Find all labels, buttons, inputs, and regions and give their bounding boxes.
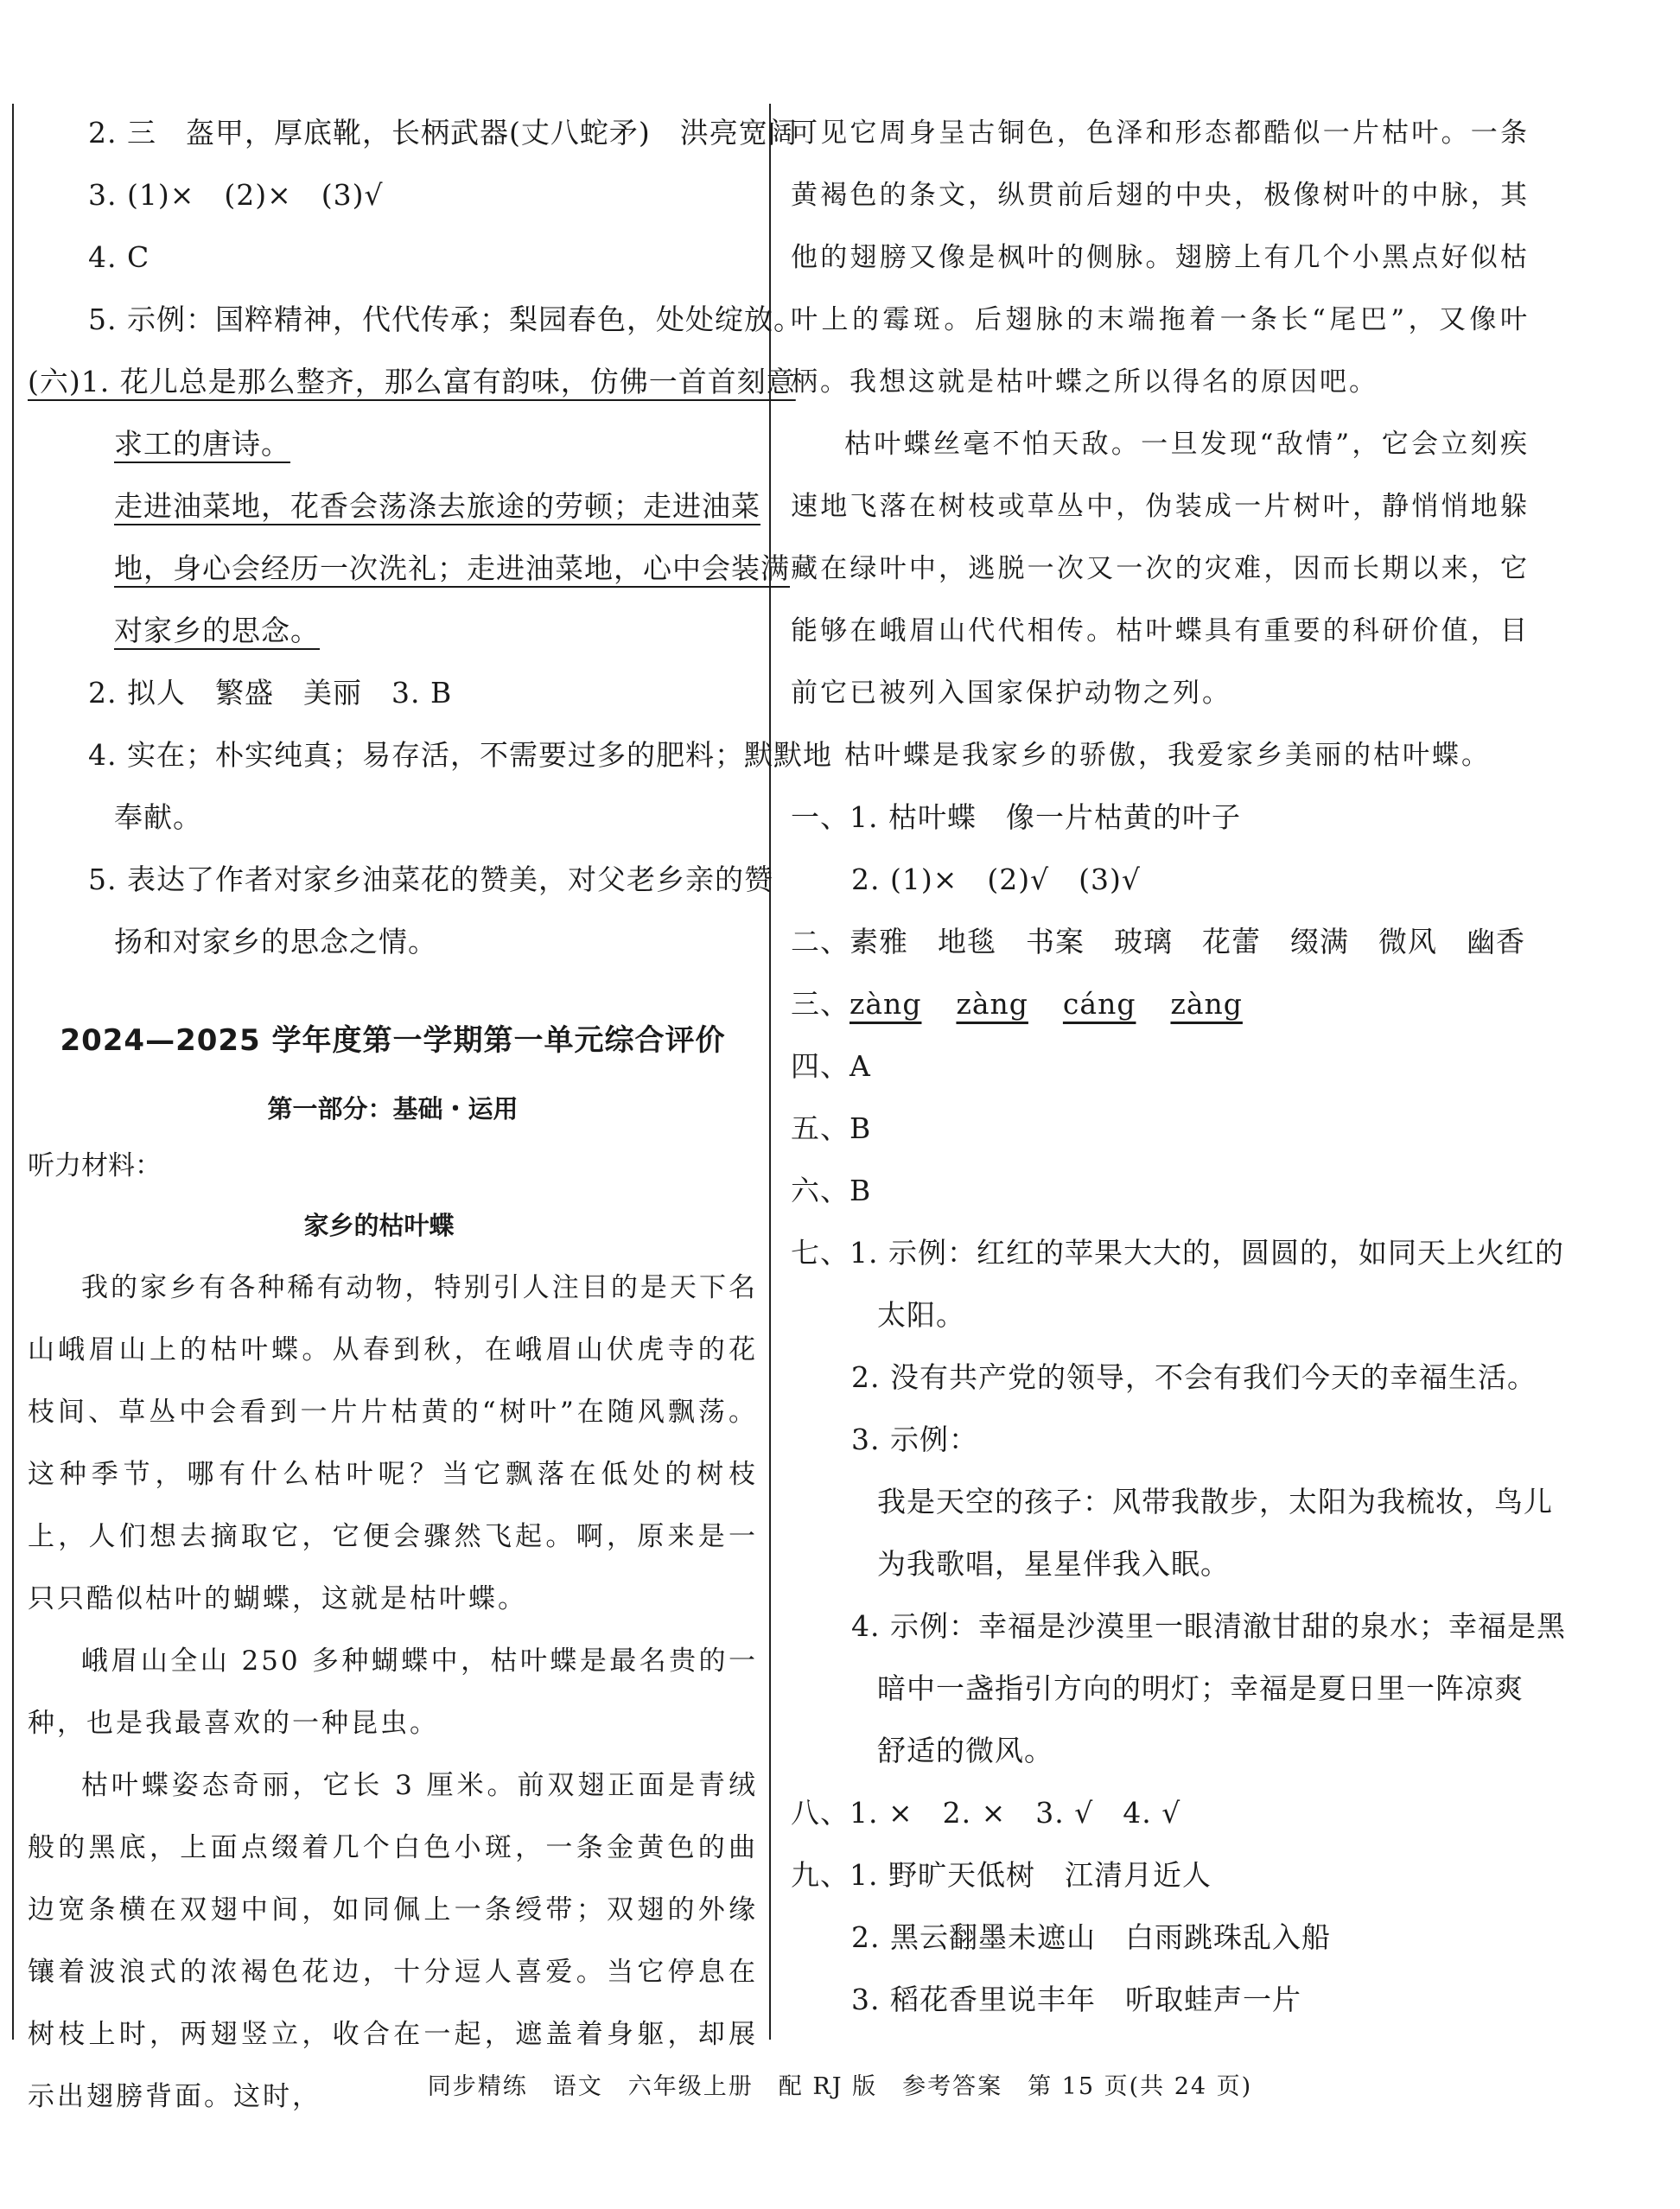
answer-line: 暗中一盏指引方向的明灯；幸福是夏日里一阵凉爽 (877, 1671, 1524, 1705)
answer-line: 4. 实在；朴实纯真；易存活，不需要过多的肥料；默默地 (88, 738, 832, 772)
underlined-answer: 求工的唐诗。 (114, 427, 290, 461)
answer-line: 太阳。 (877, 1298, 965, 1332)
answer-line: 2. (1)× (2)√ (3)√ (851, 863, 1141, 896)
section-title: 2024—2025 学年度第一学期第一单元综合评价 (60, 1023, 726, 1058)
story-paragraph: 我的家乡有各种稀有动物，特别引人注目的是天下名山峨眉山上的枯叶蝶。从春到秋，在峨眉山伏虎寺的花枝间、草丛中会看到一片片枯黄的“树叶”在随风飘荡。这种季节，哪有什么枯叶呢？当它飘落在低处的树枝上，人们想去摘取它，它便会骤然飞起。啊，原来是一只只酷似枯叶的蝴蝶，这就是枯叶蝶。 (28, 1272, 758, 1614)
answer-line (28, 475, 758, 538)
pinyin-answer: zàng (956, 987, 1028, 1021)
left-margin-rule (12, 104, 14, 2040)
answer-line: 3. 稻花香里说丰年 听取蛙声一片 (851, 1983, 1301, 2016)
answer-line: 我是天空的孩子：风带我散步，太阳为我梳妆，鸟儿 (877, 1485, 1553, 1518)
story-paragraph: 可见它周身呈古铜色，色泽和形态都酷似一片枯叶。一条黄褐色的条文，纵贯前后翅的中央，极像树叶的中脉，其他的翅膀又像是枫叶的侧脉。翅膀上有几个小黑点好似枯叶上的霉斑。后翅脉的末端拖着一条长“尾巴”，又像叶柄。我想这就是枯叶蝶之所以得名的原因吧。 (791, 118, 1530, 398)
answer-line: 四、A (791, 1049, 871, 1083)
story-title: 家乡的枯叶蝶 (303, 1211, 455, 1240)
pinyin-answer-line (791, 973, 1530, 1035)
underlined-answer: 走进油菜地，花香会荡涤去旅途的劳顿；走进油菜 (114, 489, 760, 523)
answer-line (28, 413, 758, 475)
pinyin-answer: cáng (1062, 987, 1136, 1021)
answer-line (28, 538, 790, 600)
pinyin-answer: zàng (1170, 987, 1243, 1021)
answer-line: 3. 示例： (851, 1423, 978, 1456)
underlined-answer: 对家乡的思念。 (114, 614, 320, 647)
answer-line: 八、1. × 2. × 3. √ 4. √ (791, 1796, 1181, 1830)
listening-label: 听力材料： (28, 1150, 162, 1181)
part-title: 第一部分：基础・运用 (267, 1094, 519, 1124)
answer-line: 5. 示例：国粹精神，代代传承；梨园春色，处处绽放。 (88, 302, 803, 336)
answer-line: 3. (1)× (2)× (3)√ (88, 178, 384, 212)
answer-line: 4. C (88, 240, 150, 274)
page-footer: 同步精练 语文 六年级上册 配 RJ 版 参考答案 第 15 页(共 24 页) (427, 2073, 1253, 2100)
answer-line: 六、B (791, 1174, 872, 1207)
underlined-answer: 地，身心会经历一次洗礼；走进油菜地，心中会装满 (114, 551, 790, 585)
answer-line (28, 600, 758, 662)
answer-line (28, 351, 796, 413)
answer-line: 2. 拟人 繁盛 美丽 3. B (88, 676, 453, 710)
answer-line: 扬和对家乡的思念之情。 (114, 925, 437, 958)
answer-line: 2. 没有共产党的领导，不会有我们今天的幸福生活。 (851, 1360, 1537, 1394)
answer-line: 为我歌唱，星星伴我入眠。 (877, 1547, 1230, 1581)
answer-prefix: 三、 (791, 987, 850, 1021)
story-paragraph: 枯叶蝶姿态奇丽，它长 3 厘米。前双翅正面是青绒般的黑底，上面点缀着几个白色小斑，一条金黄色的曲边宽条横在双翅中间，如同佩上一条绶带；双翅的外缘镶着波浪式的浓褐色花边，十分逗人喜爱。当它停息在树枝上时，两翅竖立，收合在一起，遮盖着身躯，却展示出翅膀背面。这时， (28, 1770, 758, 2112)
answer-line: 2. 黑云翻墨未遮山 白雨跳珠乱入船 (851, 1920, 1331, 1954)
right-column (791, 102, 1566, 2031)
answer-line: 二、素雅 地毯 书案 玻璃 花蕾 缀满 微风 幽香 (791, 925, 1525, 958)
answer-line: 5. 表达了作者对家乡油菜花的赞美，对父老乡亲的赞 (88, 863, 773, 896)
answer-line: 七、1. 示例：红红的苹果大大的，圆圆的，如同天上火红的 (791, 1236, 1564, 1270)
answer-line: 九、1. 野旷天低树 江清月近人 (791, 1858, 1212, 1892)
story-paragraph: 枯叶蝶丝毫不怕天敌。一旦发现“敌情”，它会立刻疾速地飞落在树枝或草丛中，伪装成一片树叶，静悄悄地躲藏在绿叶中，逃脱一次又一次的灾难，因而长期以来，它能够在峨眉山代代相传。枯叶蝶具有重要的科研价值，目前它已被列入国家保护动物之列。 (791, 429, 1530, 709)
answer-line: 舒适的微风。 (877, 1734, 1053, 1767)
pinyin-answer: zàng (850, 987, 922, 1021)
answer-line: 一、1. 枯叶蝶 像一片枯黄的叶子 (791, 800, 1241, 834)
underlined-answer: (六)1. 花儿总是那么整齐，那么富有韵味，仿佛一首首刻意 (28, 365, 796, 398)
story-paragraph: 峨眉山全山 250 多种蝴蝶中，枯叶蝶是最名贵的一种，也是我最喜欢的一种昆虫。 (28, 1646, 758, 1739)
answer-line: 2. 三 盔甲，厚底靴，长柄武器(丈八蛇矛) 洪亮宽阔 (88, 116, 798, 150)
answer-line: 奉献。 (114, 800, 202, 834)
story-paragraph: 枯叶蝶是我家乡的骄傲，我爱家乡美丽的枯叶蝶。 (844, 740, 1491, 771)
answer-line: 五、B (791, 1111, 872, 1145)
answer-line: 4. 示例：幸福是沙漠里一眼清澈甘甜的泉水；幸福是黑 (851, 1609, 1566, 1643)
